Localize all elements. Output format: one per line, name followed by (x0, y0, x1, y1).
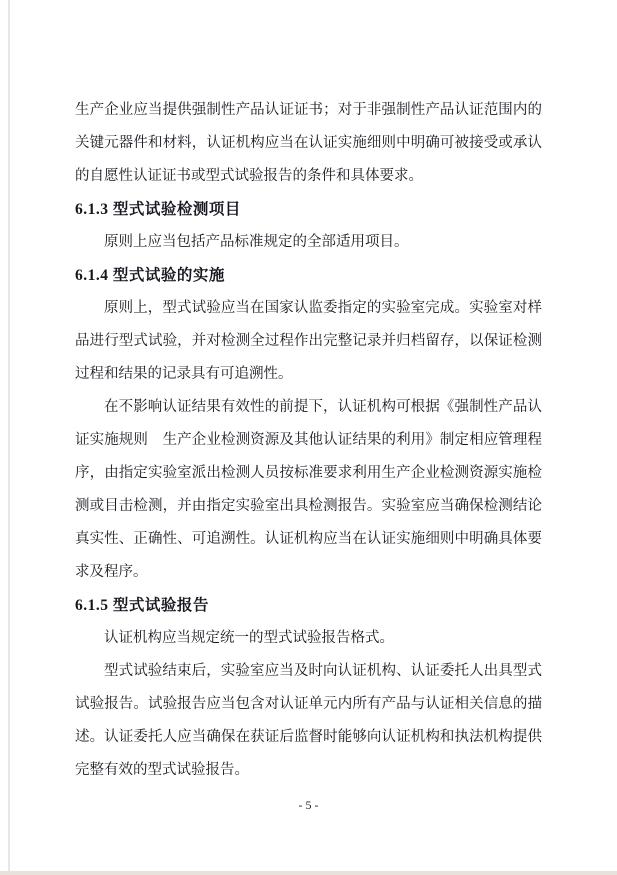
body-paragraph: 认证机构应当规定统一的型式试验报告格式。 (104, 630, 394, 646)
body-paragraph: 型式试验结束后，实验室应当及时向认证机构、认证委托人出具型式试验报告。试验报告应当包含对认证单元内所有产品与认证相关信息的描述。认证委托人应当确保在获证后监督时能够向认证机构和执法机构提供完整有效的型式试验报告。 (75, 663, 542, 778)
body-paragraph-intro: 生产企业应当提供强制性产品认证证书；对于非强制性产品认证范围内的关键元器件和材料，认证机构应当在认证实施细则中明确可被接受或承认的自愿性认证证书或型式试验报告的条件和具体要求。 (75, 102, 542, 184)
section-heading-6-1-3: 6.1.3 型式试验检测项目 (75, 201, 241, 218)
page-bottom-edge (0, 871, 617, 875)
section-heading-6-1-4: 6.1.4 型式试验的实施 (75, 267, 225, 284)
page-left-edge (8, 0, 10, 875)
page-number: - 5 - (298, 798, 319, 812)
body-paragraph: 原则上应当包括产品标准规定的全部适用项目。 (104, 234, 409, 250)
body-paragraph: 在不影响认证结果有效性的前提下，认证机构可根据《强制性产品认证实施规则 生产企业检测资源及其他认证结果的利用》制定相应管理程序，由指定实验室派出检测人员按标准要求利用生产企业检测资源实施检测或目击检测，并由指定实验室出具检测报告。实验室应当确保检测结论真实性、正确性、可追溯性。认证机构应当在认证实施细则中明确具体要求及程序。 (75, 399, 542, 580)
body-paragraph: 原则上，型式试验应当在国家认监委指定的实验室完成。实验室对样品进行型式试验，并对检测全过程作出完整记录并归档留存，以保证检测过程和结果的记录具有可追溯性。 (75, 300, 542, 382)
page-content (75, 94, 542, 787)
section-heading-6-1-5: 6.1.5 型式试验报告 (75, 597, 209, 614)
